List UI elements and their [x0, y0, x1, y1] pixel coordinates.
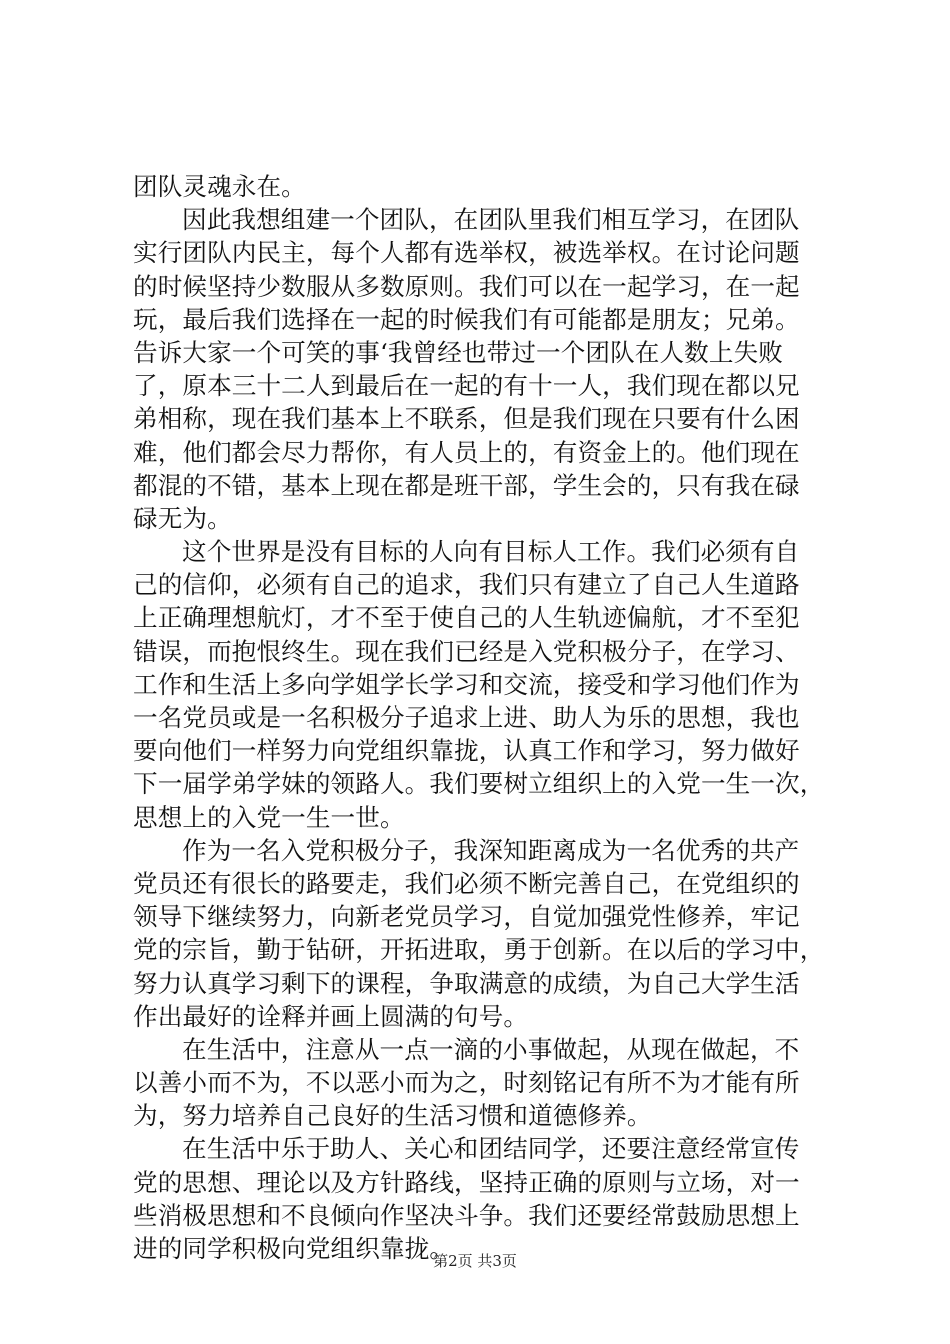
text-line: 一名党员或是一名积极分子追求上进、助人为乐的思想，我也	[133, 703, 800, 732]
text-line: 的时候坚持少数服从多数原则。我们可以在一起学习，在一起	[133, 271, 800, 301]
text-line: 些消极思想和不良倾向作坚决斗争。我们还要经常鼓励思想上	[133, 1200, 800, 1230]
document-body	[133, 170, 833, 1265]
text-line: 进的同学积极向党组织靠拢。	[133, 1234, 455, 1263]
text-line: 党员还有很长的路要走，我们必须不断完善自己，在党组织的	[133, 868, 800, 898]
text-line: 以善小而不为，不以恶小而为之，时刻铭记有所不为才能有所	[133, 1068, 800, 1098]
text-line: 因此我想组建一个团队，在团队里我们相互学习，在团队	[182, 205, 800, 235]
text-line: 努力认真学习剩下的课程，争取满意的成绩，为自己大学生活	[133, 968, 800, 998]
text-line: 党的思想、理论以及方针路线，坚持正确的原则与立场，对一	[133, 1167, 800, 1197]
text-line: 碌无为。	[133, 503, 232, 533]
text-line: 己的信仰，必须有自己的追求，我们只有建立了自己人生道路	[133, 570, 800, 600]
text-line: 作为一名入党积极分子，我深知距离成为一名优秀的共产	[182, 835, 800, 865]
text-line: 实行团队内民主，每个人都有选举权，被选举权。在讨论问题	[133, 238, 800, 268]
text-line: 作出最好的诠释并画上圆满的句号。	[133, 1001, 529, 1031]
page-number-label: 第2页 共3页	[433, 1252, 517, 1270]
text-line: 团队灵魂永在。	[133, 172, 306, 201]
text-line: 为，努力培养自己良好的生活习惯和道德修养。	[133, 1101, 652, 1131]
text-line: 下一届学弟学妹的领路人。我们要树立组织上的入党一生一次，	[133, 769, 825, 799]
text-line: 要向他们一样努力向党组织靠拢，认真工作和学习，努力做好	[133, 736, 800, 766]
text-line: 弟相称，现在我们基本上不联系，但是我们现在只要有什么困	[133, 404, 800, 434]
text-line: 这个世界是没有目标的人向有目标人工作。我们必须有自	[182, 537, 800, 567]
text-line: 领导下继续努力，向新老党员学习，自觉加强党性修养，牢记	[133, 902, 800, 932]
text-line: 了，原本三十二人到最后在一起的有十一人，我们现在都以兄	[133, 371, 800, 401]
text-line: 思想上的入党一生一世。	[133, 802, 405, 832]
text-line: 工作和生活上多向学姐学长学习和交流，接受和学习他们作为	[133, 669, 800, 699]
text-line: 难，他们都会尽力帮你，有人员上的，有资金上的。他们现在	[133, 437, 800, 467]
text-line: 上正确理想航灯，才不至于使自己的人生轨迹偏航，才不至犯	[133, 603, 800, 633]
page-footer	[0, 1250, 950, 1271]
text-line: 在生活中乐于助人、关心和团结同学，还要注意经常宣传	[182, 1134, 800, 1164]
text-line: 在生活中，注意从一点一滴的小事做起，从现在做起，不	[182, 1034, 800, 1064]
text-line: 玩，最后我们选择在一起的时候我们有可能都是朋友；兄弟。	[133, 304, 800, 334]
text-line: 错误，而抱恨终生。现在我们已经是入党积极分子，在学习、	[133, 636, 800, 666]
text-line: 都混的不错，基本上现在都是班干部，学生会的，只有我在碌	[133, 470, 800, 500]
text-line: 党的宗旨，勤于钻研，开拓进取，勇于创新。在以后的学习中，	[133, 935, 825, 965]
text-line: 告诉大家一个可笑的事‘我曾经也带过一个团队在人数上失败	[133, 337, 783, 367]
